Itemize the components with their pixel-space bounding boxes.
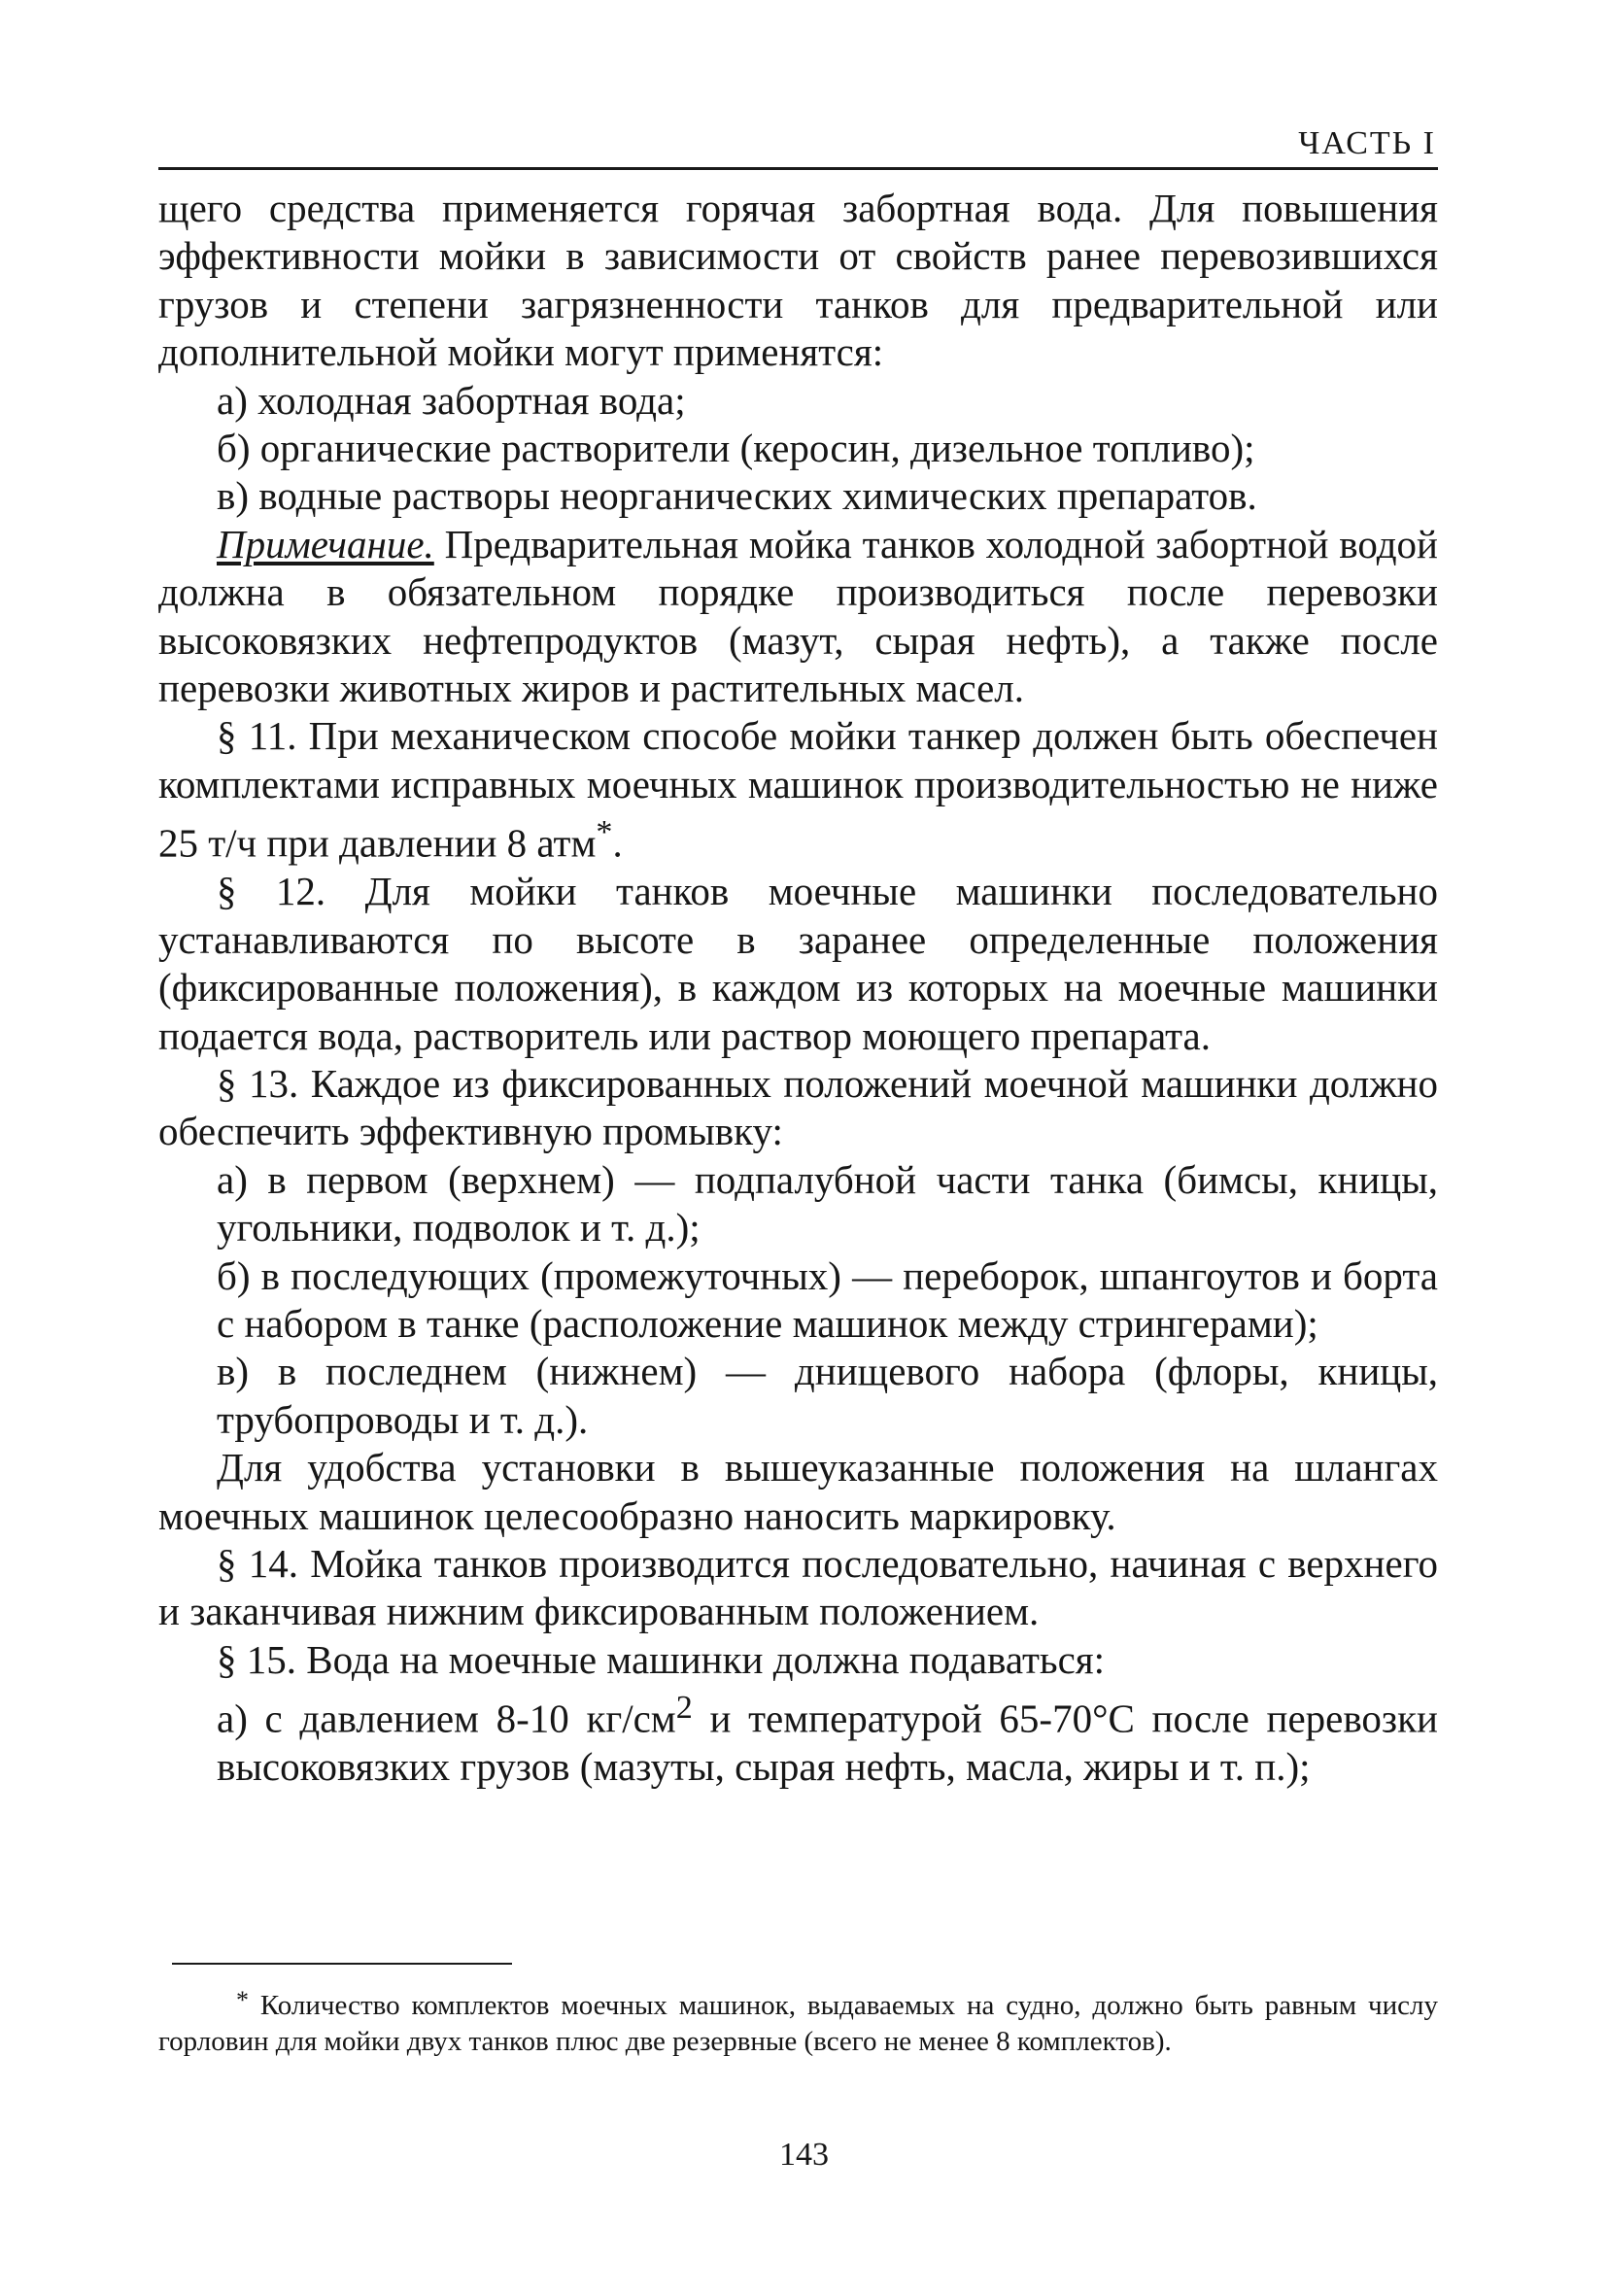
page-number: 143 (779, 2137, 829, 2173)
footnote-reference: * (596, 814, 613, 851)
section-11 (158, 712, 1438, 868)
section-11-end: . (612, 820, 623, 866)
main-text (158, 185, 1438, 1792)
section-15-item-a-start: а) с давлением 8-10 кг/см (217, 1696, 676, 1741)
intro-item-b: б) органические растворители (керосин, дизельное топливо); (217, 426, 1255, 471)
section-12: § 12. Для мойки танков моечные машинки последовательно устанавливаются по высоте в заранее определенные положения (фиксированные положения), в каждом из которых на моечные машинки подается вода, растворитель или раствор моющего препарата. (158, 869, 1438, 1058)
intro-item-c: в) водные растворы неорганических химических препаратов. (217, 473, 1257, 519)
note-label: Примечание. (217, 521, 434, 566)
note-text: Предварительная мойка танков холодной забортной водой должна в обязательном порядке производиться после перевозки высоковязких нефтепродуктов (мазут, сырая нефть), а также после перевозки животных жиров и растительных масел. (158, 521, 1438, 711)
section-13-item-a: а) в первом (верхнем) — подпалубной части танка (бимсы, кницы, угольники, подволок и т. д.); (217, 1156, 1438, 1251)
section-15-item-a-end: и температурой 65-70°С после перевозки высоковязких грузов (мазуты, сырая нефть, масла, жиры и т. п.); (217, 1696, 1438, 1790)
section-15-item-a (158, 1684, 1438, 1791)
superscript-two: 2 (675, 1690, 693, 1727)
footnote-rule (172, 1963, 512, 1965)
header-rule (158, 167, 1438, 170)
section-13-tail: Для удобства установки в вышеуказанные положения на шлангах моечных машинок целесообразно наносить маркировку. (158, 1445, 1438, 1538)
intro-item-a: а) холодная забортная вода; (217, 377, 686, 423)
section-11-text: § 11. При механическом способе мойки танкер должен быть обеспечен комплектами исправных моечных машинок производительностью не ниже 25 т/ч при давлении 8 атм (158, 713, 1438, 866)
section-13: § 13. Каждое из фиксированных положений моечной машинки должно обеспечить эффективную промывку: (158, 1060, 1438, 1154)
section-13-item-c: в) в последнем (нижнем) — днищевого набора (флоры, кницы, трубопроводы и т. д.). (217, 1349, 1438, 1442)
running-head: ЧАСТЬ I (1298, 125, 1436, 161)
section-15: § 15. Вода на моечные машинки должна подаваться: (217, 1636, 1106, 1682)
footnote-mark: * (236, 1986, 249, 2014)
footnote-text: Количество комплектов моечных машинок, выдаваемых на судно, должно быть равным числу горловин для мойки двух танков плюс две резервные (всего не менее 8 комплектов). (158, 1990, 1438, 2057)
section-13-item-b: б) в последующих (промежуточных) — переборок, шпангоутов и борта с набором в танке (расположение машинок между стрингерами); (217, 1252, 1438, 1346)
footnote (158, 1988, 1438, 2060)
note-paragraph (158, 521, 1438, 713)
intro-paragraph: щего средства применяется горячая забортная вода. Для повышения эффективности мойки в зависимости от свойств ранее перевозившихся грузов и степени загрязненности танков для предварительной или дополнительной мойки могут применятся: (158, 186, 1438, 375)
section-14: § 14. Мойка танков производится последовательно, начиная с верхнего и заканчивая нижним фиксированным положением. (158, 1541, 1438, 1634)
